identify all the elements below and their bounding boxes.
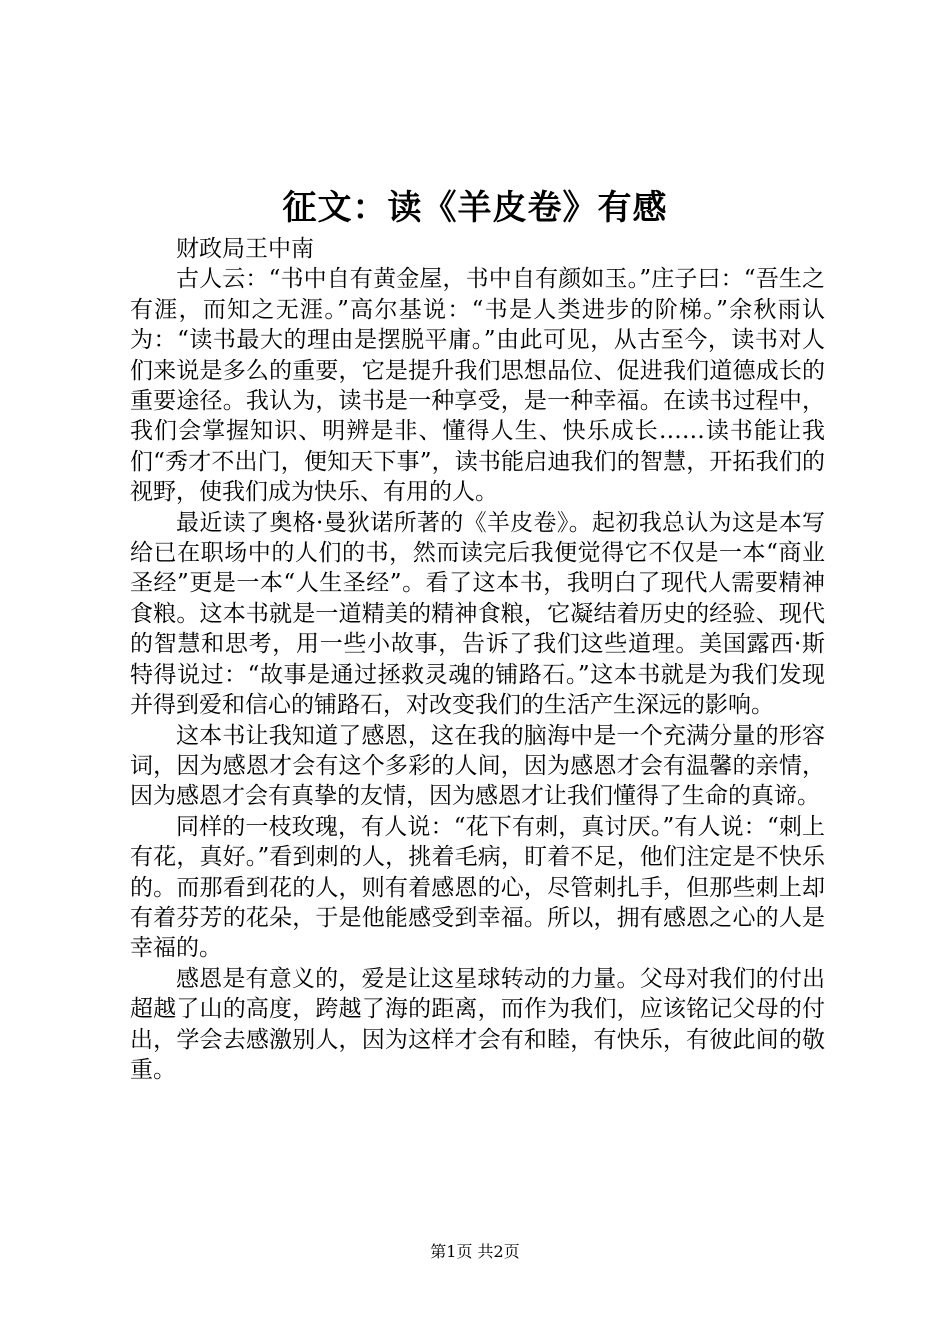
paragraph-3: 这本书让我知道了感恩，这在我的脑海中是一个充满分量的形容词，因为感恩才会有这个多彩的人间，因为感恩才会有温馨的亲情，因为感恩才会有真挚的友情，因为感恩才让我们懂得了生命的真谛。 (130, 722, 825, 810)
paragraph-1: 古人云：“书中自有黄金屋，书中自有颜如玉。”庄子曰：“吾生之有涯，而知之无涯。”高尔基说：“书是人类进步的阶梯。”余秋雨认为：“读书最大的理由是摆脱平庸。”由此可见，从古至今，读书对人们来说是多么的重要，它是提升我们思想品位、促进我们道德成长的重要途径。我认为，读书是一种享受，是一种幸福。在读书过程中，我们会掌握知识、明辨是非、懂得人生、快乐成长……读书能让我们“秀才不出门，便知天下事”，读书能启迪我们的智慧，开拓我们的视野，使我们成为快乐、有用的人。 (130, 266, 825, 506)
paragraph-5: 感恩是有意义的，爱是让这星球转动的力量。父母对我们的付出超越了山的高度，跨越了海的距离，而作为我们，应该铭记父母的付出，学会去感激别人，因为这样才会有和睦，有快乐，有彼此间的敬重。 (130, 965, 825, 1083)
paragraph-4: 同样的一枝玫瑰，有人说：“花下有刺，真讨厌。”有人说：“刺上有花，真好。”看到刺的人，挑着毛病，盯着不足，他们注定是不快乐的。而那看到花的人，则有着感恩的心，尽管刺扎手，但那些刺上却有着芬芳的花朵，于是他能感受到幸福。所以，拥有感恩之心的人是幸福的。 (130, 813, 825, 962)
author-line: 财政局王中南 (176, 236, 314, 262)
document-body (130, 234, 825, 1085)
document-title: 征文：读《羊皮卷》有感 (282, 188, 668, 228)
page-footer: 第1页 共2页 (430, 1242, 520, 1261)
paragraph-2: 最近读了奥格·曼狄诺所著的《羊皮卷》。起初我总认为这是本写给已在职场中的人们的书，然而读完后我便觉得它不仅是一本“商业圣经”更是一本“人生圣经”。看了这本书，我明白了现代人需要精神食粮。这本书就是一道精美的精神食粮，它凝结着历史的经验、现代的智慧和思考，用一些小故事，告诉了我们这些道理。美国露西·斯特得说过：“故事是通过拯救灵魂的铺路石。”这本书就是为我们发现并得到爱和信心的铺路石，对改变我们的生活产生深远的影响。 (130, 509, 825, 719)
